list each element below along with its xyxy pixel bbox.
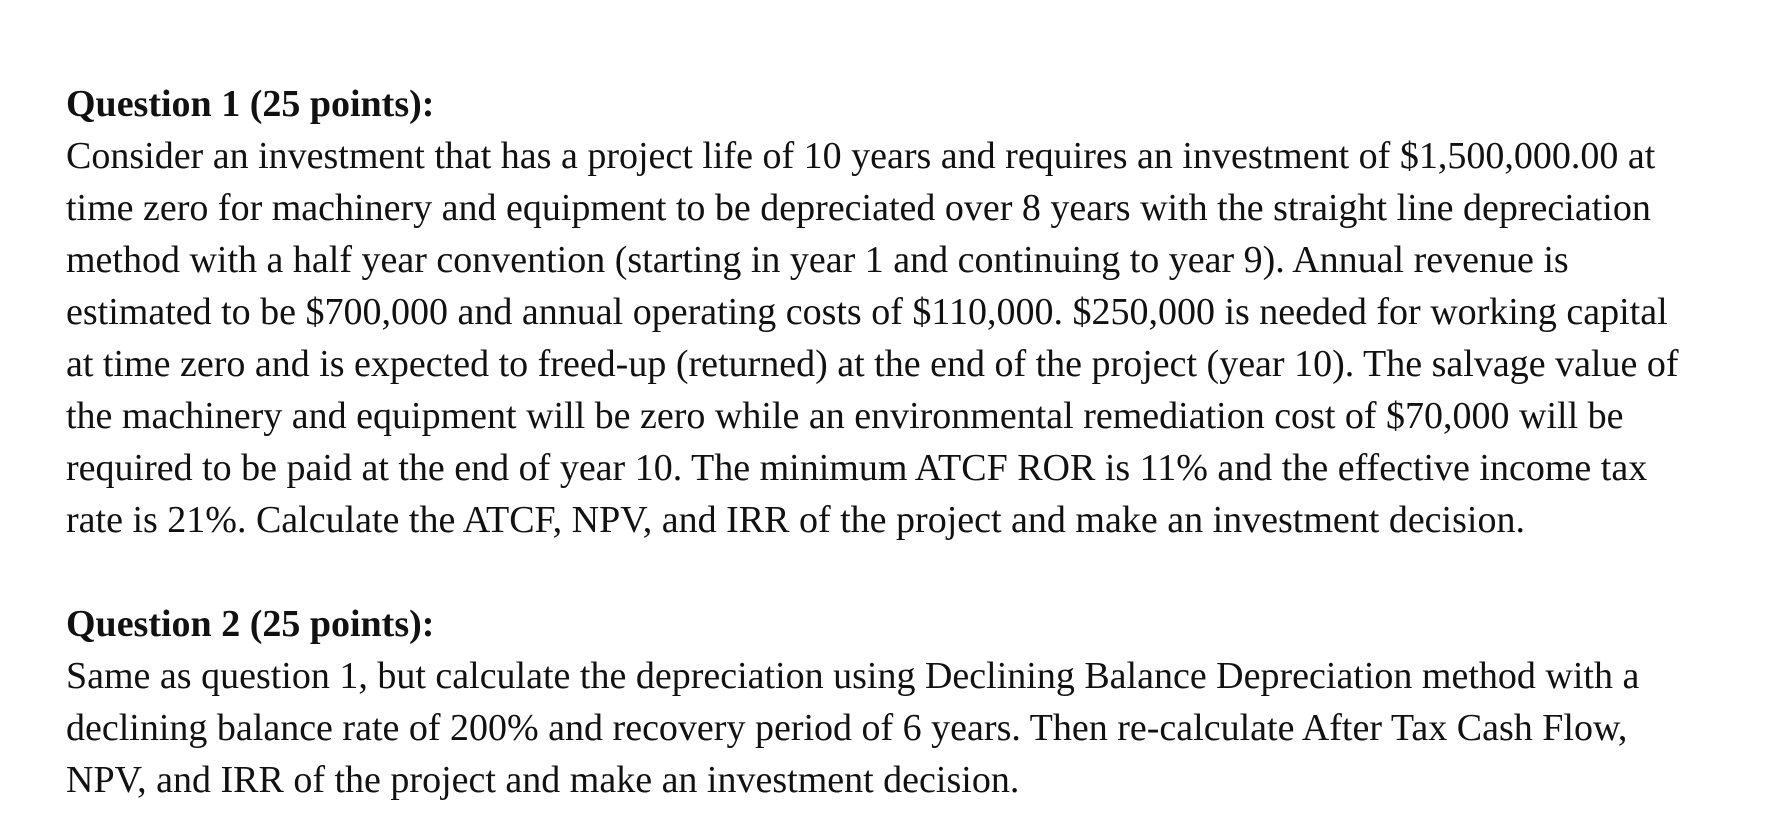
- question-2-line: NPV, and IRR of the project and make an investment decision.: [66, 759, 1020, 801]
- question-1-line: required to be paid at the end of year 10. The minimum ATCF ROR is 11% and the effective income tax: [66, 447, 1648, 489]
- question-1-line: estimated to be $700,000 and annual operating costs of $110,000. $250,000 is needed for working capital: [66, 291, 1668, 333]
- question-1-section: [66, 78, 1756, 546]
- question-1-line: at time zero and is expected to freed-up (returned) at the end of the project (year 10). The salvage value of: [66, 343, 1679, 385]
- question-1-line: time zero for machinery and equipment to be depreciated over 8 years with the straight line depreciation: [66, 187, 1651, 229]
- question-1-line: method with a half year convention (starting in year 1 and continuing to year 9). Annual revenue is: [66, 239, 1569, 281]
- document-body: [66, 78, 1756, 801]
- question-1-line: the machinery and equipment will be zero while an environmental remediation cost of $70,000 will be: [66, 395, 1624, 437]
- question-1-heading: Question 1 (25 points):: [66, 83, 435, 125]
- question-1-line: Consider an investment that has a project life of 10 years and requires an investment of $1,500,000.00 at: [66, 135, 1656, 177]
- question-2-line: Same as question 1, but calculate the depreciation using Declining Balance Depreciation method with a: [66, 655, 1640, 697]
- question-1-line: rate is 21%. Calculate the ATCF, NPV, and IRR of the project and make an investment decision.: [66, 499, 1525, 541]
- question-2-section: [66, 598, 1639, 806]
- question-2-line: declining balance rate of 200% and recovery period of 6 years. Then re-calculate After Tax Cash Flow,: [66, 707, 1628, 749]
- question-2-heading: Question 2 (25 points):: [66, 603, 435, 645]
